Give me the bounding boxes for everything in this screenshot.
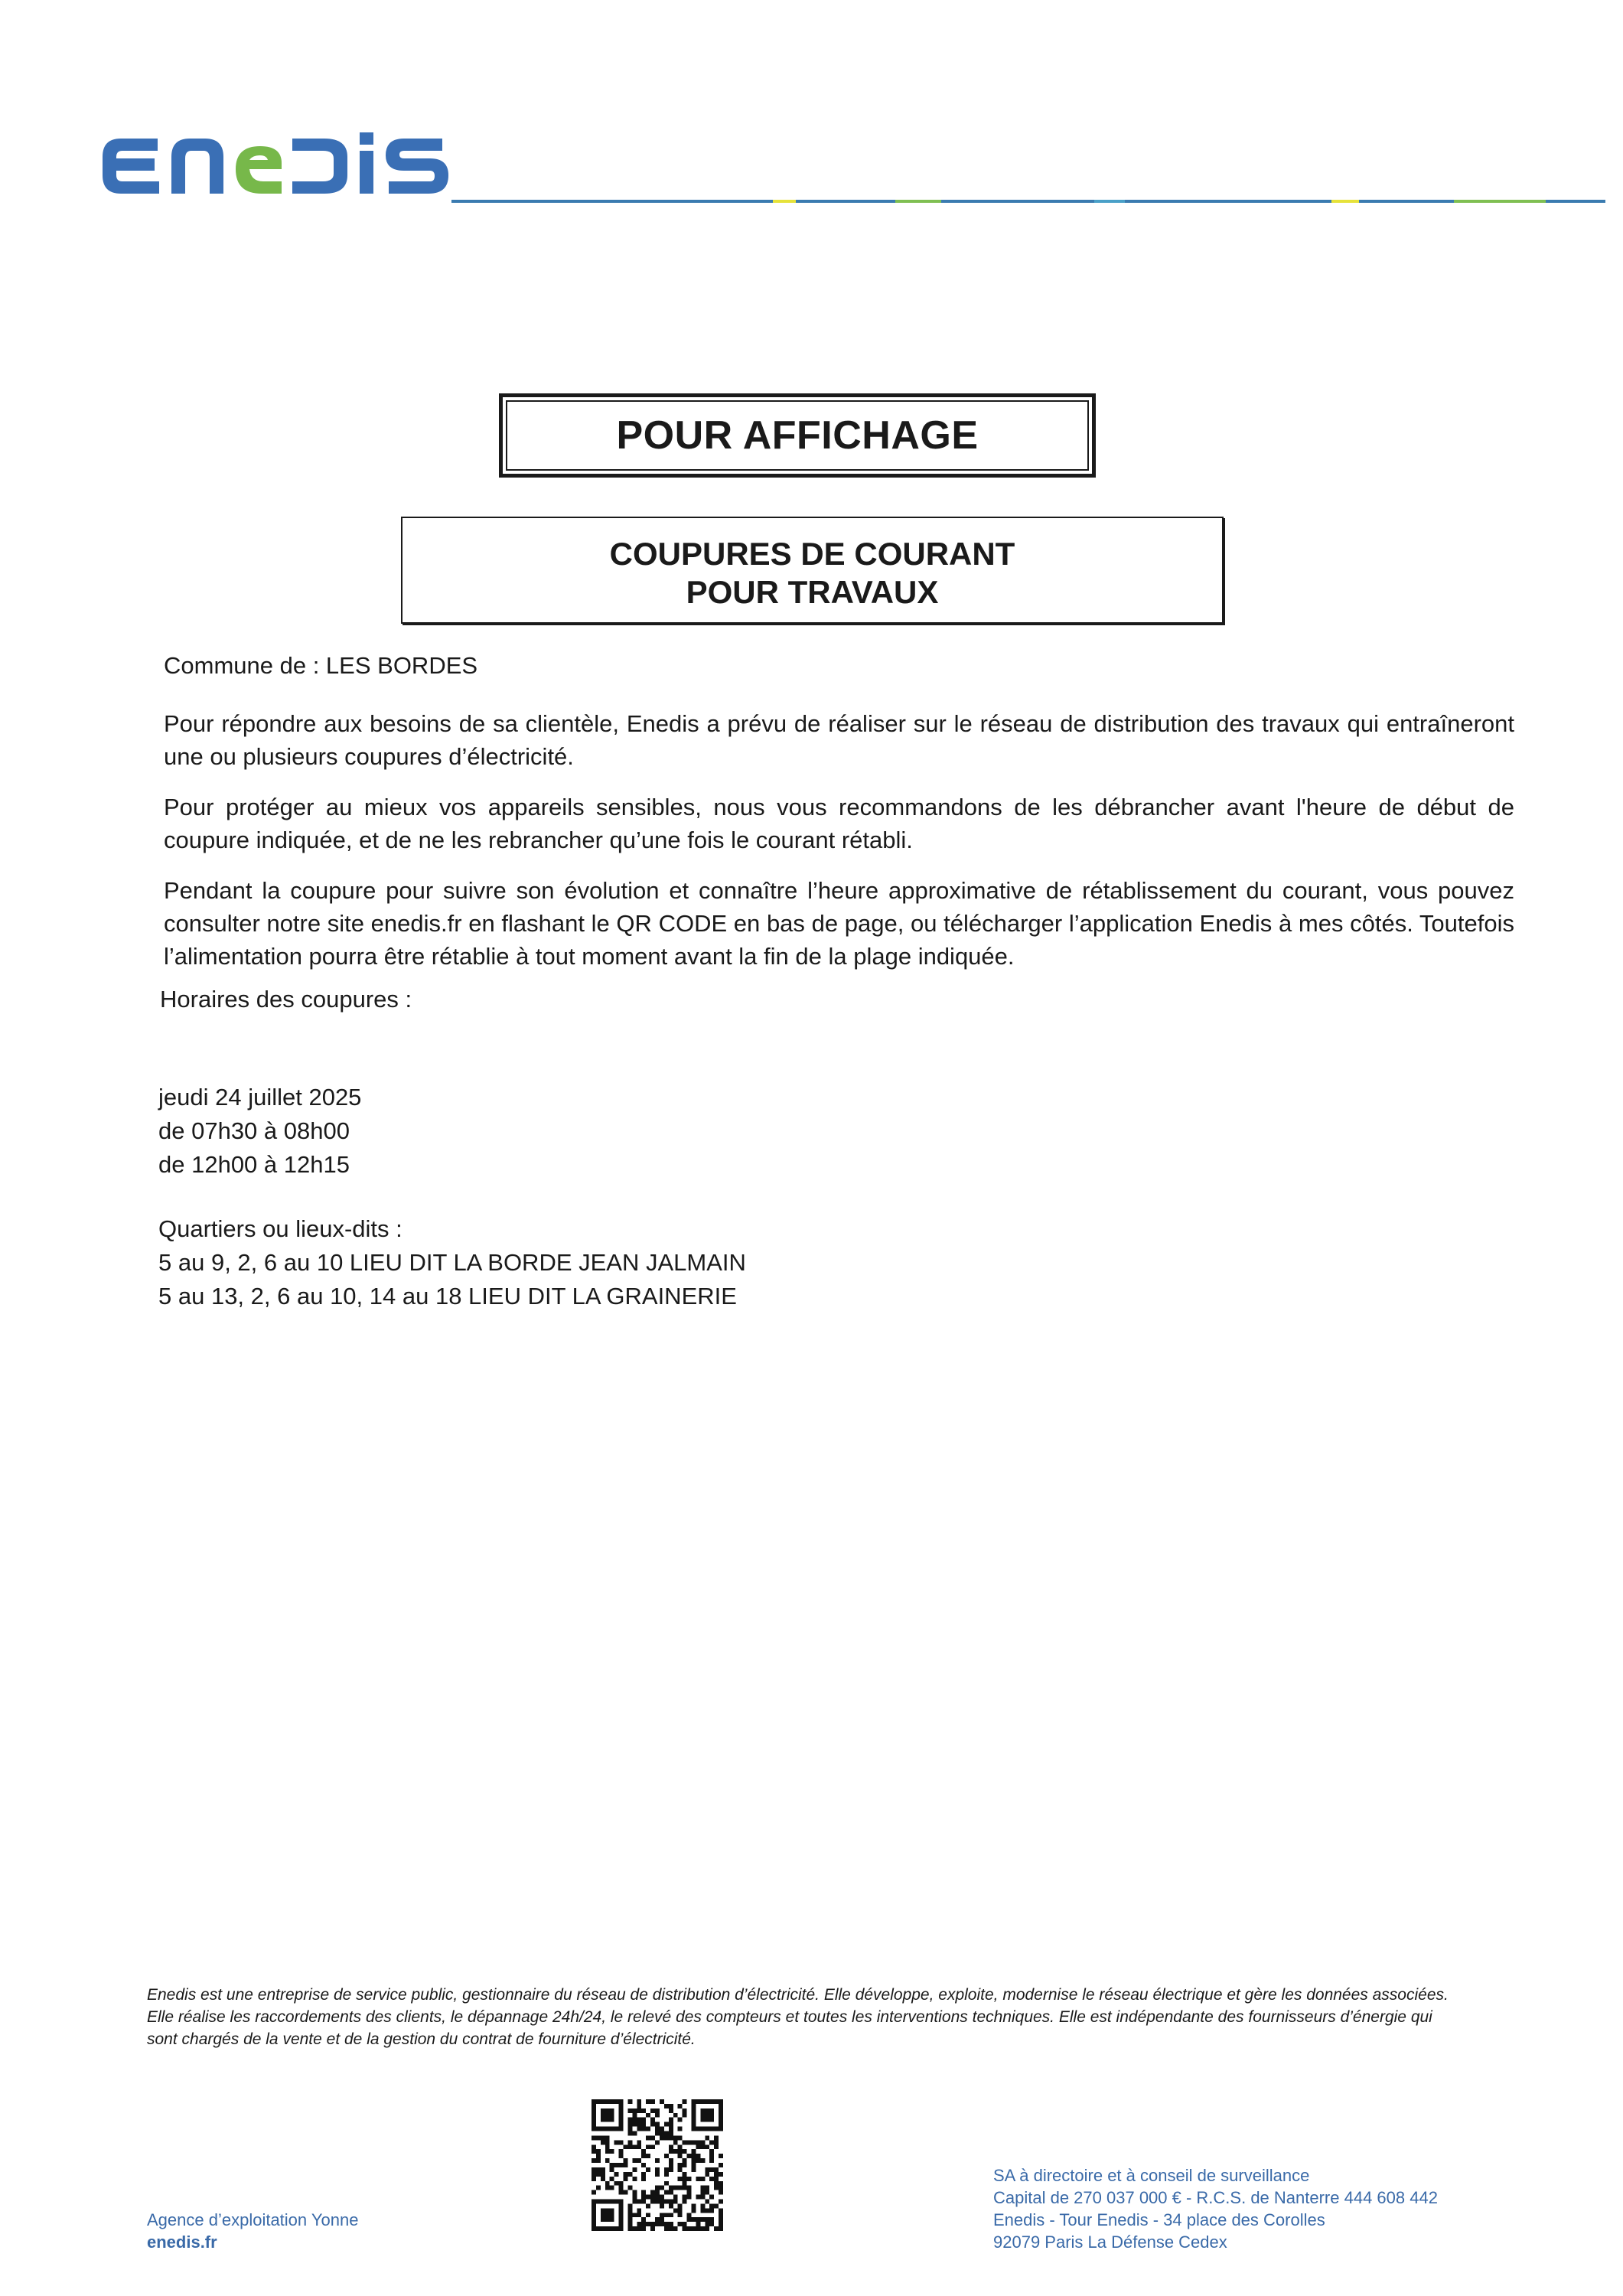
paragraph-advice: Pour protéger au mieux vos appareils sensibles, nous vous recommandons de les débrancher avant l'heure de début de coupure indiquée, et de ne les rebrancher qu’une fois le courant rétabli.: [164, 794, 1514, 853]
legal-notice: Enedis est une entreprise de service public, gestionnaire du réseau de distribution d’électricité. Elle développe, exploite, modernise le réseau électrique et gère les données associées. Elle réalise les raccordements des clients, le dépannage 24h/24, le relevé des compteurs et toutes les interventions techniques. Elle est indépendante des fournisseurs d’énergie qui sont chargés de la vente et de la gestion du contrat de fourniture d’électricité.: [147, 1986, 1449, 2048]
agency-block: [147, 2209, 358, 2253]
corporate-line: Capital de 270 037 000 € - R.C.S. de Nanterre 444 608 442: [993, 2188, 1438, 2207]
schedule-heading: Horaires des coupures :: [160, 986, 412, 1013]
paragraph-tracking: Pendant la coupure pour suivre son évolution et connaître l’heure approximative de rétablissement du courant, vous pouvez consulter notre site enedis.fr en flashant le QR CODE en bas de page, ou télécharger l’application Enedis à mes côtés. Toutefois l’alimentation pourra être rétablie à tout moment avant la fin de la plage indiquée.: [164, 877, 1514, 970]
notice-subtitle-line2: POUR TRAVAUX: [686, 574, 939, 610]
enedis-logo: [98, 119, 458, 210]
agency-name: Agence d’exploitation Yonne: [147, 2210, 359, 2229]
schedule-slot: de 12h00 à 12h15: [158, 1151, 350, 1178]
schedule-slot: de 07h30 à 08h00: [158, 1117, 350, 1144]
notice-title-box: [499, 393, 1096, 478]
schedule-date: jeudi 24 juillet 2025: [158, 1084, 362, 1110]
place-item: 5 au 13, 2, 6 au 10, 14 au 18 LIEU DIT LA GRAINERIE: [158, 1283, 737, 1309]
corporate-info: [993, 2164, 1438, 2253]
corporate-line: Enedis - Tour Enedis - 34 place des Corolles: [993, 2210, 1325, 2229]
notice-title: POUR AFFICHAGE: [616, 413, 979, 458]
header-rule: [451, 197, 1605, 205]
website-link[interactable]: enedis.fr: [147, 2232, 217, 2252]
place-item: 5 au 9, 2, 6 au 10 LIEU DIT LA BORDE JEAN JALMAIN: [158, 1249, 746, 1276]
notice-subtitle-box: [401, 517, 1224, 624]
notice-subtitle-line1: COUPURES DE COURANT: [609, 536, 1015, 572]
commune-line: Commune de : LES BORDES: [164, 652, 478, 679]
corporate-line: SA à directoire et à conseil de surveillance: [993, 2166, 1310, 2185]
places-heading: Quartiers ou lieux-dits :: [158, 1215, 402, 1242]
qr-code[interactable]: [592, 2099, 723, 2231]
paragraph-intro: Pour répondre aux besoins de sa clientèle, Enedis a prévu de réaliser sur le réseau de distribution des travaux qui entraîneront une ou plusieurs coupures d’électricité.: [164, 710, 1514, 770]
corporate-line: 92079 Paris La Défense Cedex: [993, 2232, 1227, 2252]
